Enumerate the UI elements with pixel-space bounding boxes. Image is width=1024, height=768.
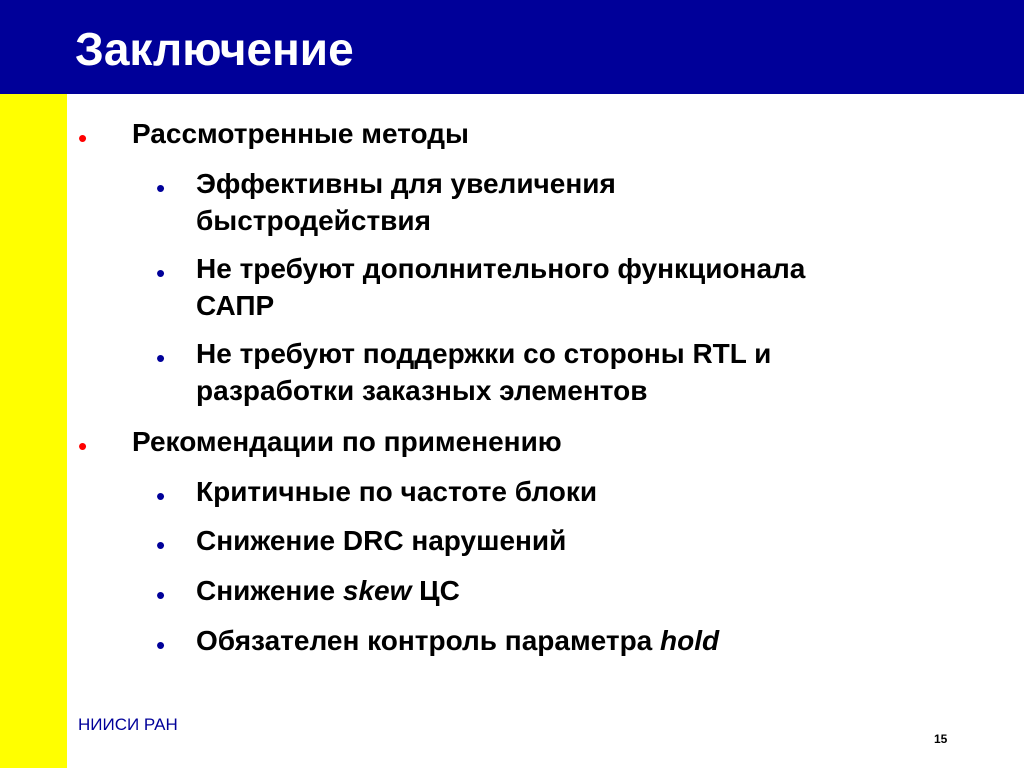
method-item-no-cad-functionality-line-1: Не требуют дополнительного функционала [196,253,806,284]
section-bullet-icon: • [78,123,88,153]
slide-title: Заключение [75,23,354,75]
section-bullet-icon: • [78,431,88,461]
recommendation-item-drc-reduction: Снижение DRC нарушений [196,525,567,556]
item-bullet-icon: • [156,580,166,610]
method-item-no-rtl-support-line-2: разработки заказных элементов [196,375,648,406]
recommendation-item-hold-control [196,622,719,659]
recommendation-item-skew-reduction [196,572,460,609]
method-item-effective-line-1: Эффективны для увеличения [196,168,616,199]
footer-organization: НИИСИ РАН [78,715,178,734]
skew-item-prefix: Снижение [196,575,343,606]
method-item-effective [196,165,616,239]
item-bullet-icon: • [156,630,166,660]
method-item-no-rtl-support [196,335,771,409]
recommendation-item-critical-blocks: Критичные по частоте блоки [196,476,598,507]
section-heading-recommendations: Рекомендации по применению [132,426,562,457]
section-heading-methods: Рассмотренные методы [132,118,469,149]
item-bullet-icon: • [156,343,166,373]
page-number: 15 [934,732,948,746]
hold-item-prefix: Обязателен контроль параметра [196,625,661,656]
method-item-no-rtl-support-line-1: Не требуют поддержки со стороны RTL и [196,338,772,369]
hold-emphasis-text: hold [660,625,720,656]
skew-item-suffix: ЦС [411,575,460,606]
method-item-effective-line-2: быстродействия [196,205,431,236]
method-item-no-cad-functionality [196,250,805,324]
item-bullet-icon: • [156,481,166,511]
method-item-no-cad-functionality-line-2: САПР [196,290,275,321]
item-bullet-icon: • [156,258,166,288]
item-bullet-icon: • [156,173,166,203]
item-bullet-icon: • [156,530,166,560]
skew-emphasis-text: skew [342,575,412,606]
